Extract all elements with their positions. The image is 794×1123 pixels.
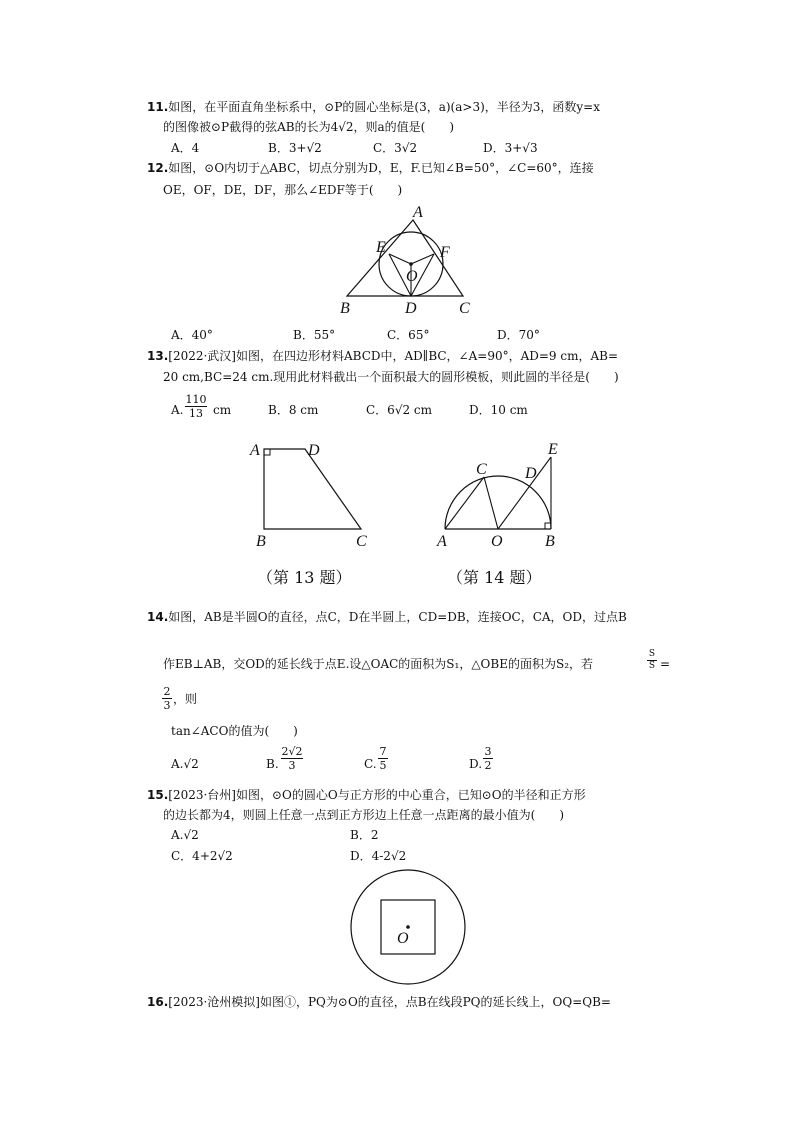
q12-label-a: A <box>413 204 423 221</box>
q15-center-dot <box>406 925 410 929</box>
q13-option-a-prefix: A. <box>171 403 184 417</box>
q12-number: 12. <box>147 161 169 175</box>
q15-text1: [2023·台州]如图，⊙O的圆心O与正方形的中心重合，已知⊙O的半径和正方形 <box>168 788 586 802</box>
q12-line2: OE，OF，DE，DF，那么∠EDF等于( ) <box>163 183 403 197</box>
q14-line3: ，则 <box>173 692 198 706</box>
q13-caption: （第 13 题） <box>257 568 352 587</box>
q11-number: 11. <box>147 100 169 114</box>
q14-label-d: D <box>525 465 537 482</box>
q11-text1: 如图，在平面直角坐标系中，⊙P的圆心坐标是(3，a)(a>3)，半径为3，函数y=x <box>168 100 600 114</box>
q13-label-c: C <box>356 533 367 550</box>
q14-ratio-equals: = <box>660 657 671 671</box>
q11-option-c[interactable]: C．3√2 <box>373 141 418 155</box>
q13-label-d: D <box>308 442 320 459</box>
q14-option-d-prefix: D. <box>469 757 483 771</box>
q16-text1: [2023·沧州模拟]如图①，PQ为⊙O的直径，点B在线段PQ的延长线上，OQ=QB= <box>168 995 611 1009</box>
q14-option-b-denominator: 3 <box>281 758 303 772</box>
q14-ratio-numerator: S <box>648 649 656 659</box>
q13-label-a: A <box>250 442 260 459</box>
q12-option-d[interactable]: D．70° <box>497 328 540 342</box>
q13-option-a-denominator: 13 <box>185 406 207 420</box>
q11-line2: 的图像被⊙P截得的弦AB的长为4√2，则a的值是( ) <box>163 120 455 134</box>
q14-label-a: A <box>437 533 447 550</box>
q14-value-numerator: 2 <box>163 685 171 698</box>
q12-label-c: C <box>459 300 470 317</box>
q11-option-a[interactable]: A．4 <box>171 141 200 155</box>
q14-option-a-prefix: A. <box>171 757 184 771</box>
q12-option-b[interactable]: B．55° <box>293 328 336 342</box>
q12-option-a[interactable]: A．40° <box>171 328 213 342</box>
q14-option-b-prefix: B. <box>266 757 279 771</box>
q13-text1: [2022·武汉]如图，在四边形材料ABCD中，AD∥BC，∠A=90°，AD=9 cm，AB= <box>168 349 619 363</box>
q14-option-a-value: √2 <box>183 757 199 771</box>
q14-label-o: O <box>491 533 503 550</box>
q14-caption: （第 14 题） <box>447 568 542 587</box>
q14-text1: 如图，AB是半圆O的直径，点C，D在半圆上，CD=DB，连接OC，CA，OD，过点B <box>168 610 627 624</box>
q13-option-b[interactable]: B．8 cm <box>268 403 319 417</box>
q14-line2: 作EB⊥AB，交OD的延长线于点E.设△OAC的面积为S₁，△OBE的面积为S₂，若 <box>163 657 594 671</box>
q14-value-denominator: 3 <box>163 699 171 712</box>
q13-line2: 20 cm,BC=24 cm.现用此材料截出一个面积最大的圆形模板，则此圆的半径是( ) <box>163 370 619 384</box>
q15-option-a[interactable]: A.√2 <box>171 828 199 842</box>
q15-number: 15. <box>147 788 169 802</box>
q13-label-b: B <box>256 533 266 550</box>
q13-option-c[interactable]: C．6√2 cm <box>366 403 433 417</box>
q13-option-d[interactable]: D．10 cm <box>469 403 528 417</box>
q15-line2: 的边长都为4，则圆上任意一点到正方形边上任意一点距离的最小值为( ) <box>163 808 565 822</box>
q13-option-a-unit: cm <box>213 403 232 417</box>
q14-option-d-denominator: 2 <box>484 759 492 772</box>
q11-option-b[interactable]: B．3+√2 <box>268 141 322 155</box>
q13-option-a-numerator: 110 <box>185 393 207 406</box>
q11-option-d[interactable]: D．3+√3 <box>483 141 538 155</box>
q14-option-d-numerator: 3 <box>484 745 492 758</box>
q14-number: 14. <box>147 610 169 624</box>
q16-number: 16. <box>147 995 169 1009</box>
q15-option-c[interactable]: C．4+2√2 <box>171 849 233 863</box>
q15-label-o: O <box>397 930 409 947</box>
q14-option-b-numerator: 2√2 <box>281 745 303 758</box>
q12-label-f: F <box>440 244 450 261</box>
q14-ratio-denominator: S <box>648 661 656 671</box>
q12-label-b: B <box>340 300 350 317</box>
q12-label-o: O <box>406 268 418 285</box>
q15-option-d[interactable]: D．4-2√2 <box>350 849 407 863</box>
q12-label-e: E <box>376 239 386 256</box>
q15-option-b[interactable]: B．2 <box>350 828 379 842</box>
q12-label-d: D <box>405 300 417 317</box>
q12-option-c[interactable]: C．65° <box>387 328 430 342</box>
q13-number: 13. <box>147 349 169 363</box>
q14-label-c: C <box>476 461 487 478</box>
q14-label-e: E <box>548 441 558 458</box>
q14-line4: tan∠ACO的值为( ) <box>171 724 298 738</box>
q12-text1: 如图，⊙O内切于△ABC，切点分别为D，E，F.已知∠B=50°，∠C=60°，连接 <box>168 161 594 175</box>
q14-label-b: B <box>545 533 555 550</box>
q14-option-c-prefix: C. <box>364 757 377 771</box>
q16-line1 <box>147 994 611 1010</box>
q14-option-c-denominator: 5 <box>379 759 387 772</box>
q14-option-c-numerator: 7 <box>379 745 387 758</box>
